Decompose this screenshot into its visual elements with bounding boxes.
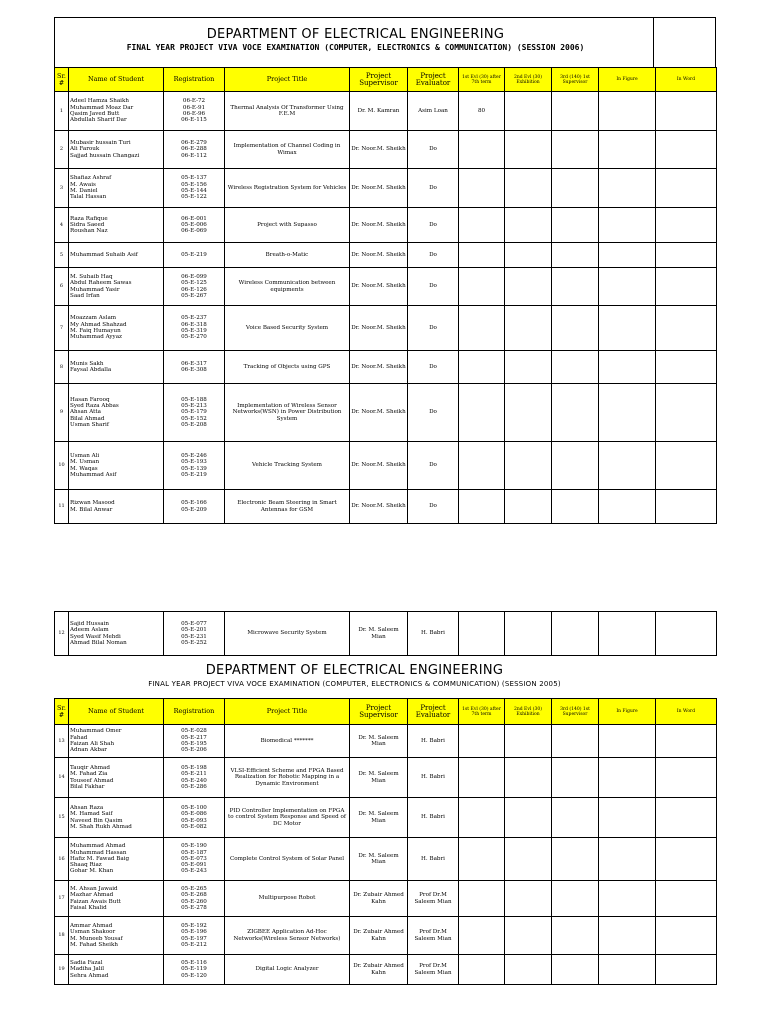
supervisor-cell: Dr. Noor.M. Sheikh <box>350 243 408 268</box>
in-figure-cell <box>599 917 656 955</box>
evaluator-cell: H. Babri <box>408 725 459 758</box>
col-evaluator: Project Evaluator <box>408 68 459 92</box>
registration-cell: 05-E-188 05-E-213 05-E-179 05-E-152 05-E-208 <box>164 384 225 442</box>
sr-cell: 1 <box>55 92 69 131</box>
student-names-cell: Shafiaz Ashraf M. Awais M. Daniel Talal Hassan <box>69 169 164 208</box>
supervisor-cell: Dr. Zubair Ahmed Kahn <box>350 917 408 955</box>
header-row <box>55 68 717 92</box>
supervisor-cell: Dr. M. Kamran <box>350 92 408 131</box>
in-figure-cell <box>599 758 656 798</box>
in-word-cell <box>656 384 717 442</box>
student-names-cell: Raza Rafique Sidra Saeed Roushan Naz <box>69 208 164 243</box>
col-in-figure: In Figure <box>599 699 656 725</box>
eval2-marks-cell <box>505 351 552 384</box>
eval3-marks-cell <box>552 490 599 524</box>
in-figure-cell <box>599 243 656 268</box>
eval3-marks-cell <box>552 243 599 268</box>
student-names-cell: Adeel Hamza Shaikh Muhammad Moaz Dar Qasim Javed Butt Abdullah Sharif Dar <box>69 92 164 131</box>
sr-cell: 7 <box>55 306 69 351</box>
supervisor-cell: Dr. Noor.M. Sheikh <box>350 490 408 524</box>
title-block-2005 <box>54 660 716 698</box>
project-title-cell: Breath-o-Matic <box>225 243 350 268</box>
evaluator-cell: Do <box>408 268 459 306</box>
sr-cell: 3 <box>55 169 69 208</box>
student-names-cell: Tauqir Ahmad M. Fahad Zia Touseef Ahmad Bilal Fakhar <box>69 758 164 798</box>
eval1-marks-cell <box>459 442 505 490</box>
exam-subtitle: FINAL YEAR PROJECT VIVA VOCE EXAMINATION (COMPUTER, ELECTRONICS & COMMUNICATION) (SESSION 2006) <box>126 43 585 52</box>
student-names-cell: Moazzam Aslam My Ahmad Shahzad M. Faiq Humayun Muhammad Ayyaz <box>69 306 164 351</box>
col-eval2: 2nd Evl (30) Exhibition <box>505 68 552 92</box>
registration-cell: 05-E-100 05-E-086 05-E-093 05-E-082 <box>164 798 225 838</box>
in-word-cell <box>656 351 717 384</box>
student-names-cell: Muhammad Omer Fahad Faizan Ali Shah Adnan Akbar <box>69 725 164 758</box>
supervisor-cell: Dr. M. Saleem Mian <box>350 758 408 798</box>
sr-cell: 16 <box>55 838 69 881</box>
supervisor-cell: Dr. Noor.M. Sheikh <box>350 306 408 351</box>
student-names-cell: M. Suhaib Haq Abdul Raheem Sawas Muhammad Yasir Saad Irfan <box>69 268 164 306</box>
in-word-cell <box>656 798 717 838</box>
project-title-cell: ZIGBEE Application Ad-Hoc Networks(Wireless Sensor Networks) <box>225 917 350 955</box>
registration-cell: 05-E-137 05-E-156 05-E-144 05-E-122 <box>164 169 225 208</box>
eval1-marks-cell <box>459 798 505 838</box>
col-sr: Sr. # <box>55 68 69 92</box>
table-row <box>55 490 717 524</box>
in-word-cell <box>656 725 717 758</box>
eval1-marks-cell <box>459 490 505 524</box>
eval3-marks-cell <box>552 208 599 243</box>
project-title-cell: Implementation of Wireless Sensor Networks(WSN) in Power Distribution System <box>225 384 350 442</box>
registration-cell: 05-E-219 <box>164 243 225 268</box>
registration-cell: 05-E-116 05-E-119 05-E-120 <box>164 955 225 985</box>
table-row <box>55 917 717 955</box>
eval2-marks-cell <box>505 881 552 917</box>
eval2-marks-cell <box>505 208 552 243</box>
table-row <box>55 306 717 351</box>
registration-cell: 06-E-099 05-E-125 06-E-126 05-E-267 <box>164 268 225 306</box>
eval2-marks-cell <box>505 131 552 169</box>
evaluator-cell: H. Babri <box>408 838 459 881</box>
eval2-marks-cell <box>505 169 552 208</box>
results-table-2006 <box>54 67 717 524</box>
in-word-cell <box>656 612 717 656</box>
supervisor-cell: Dr. Noor.M. Sheikh <box>350 384 408 442</box>
eval3-marks-cell <box>552 351 599 384</box>
project-title-cell: Project with Supasso <box>225 208 350 243</box>
eval1-marks-cell <box>459 351 505 384</box>
eval3-marks-cell <box>552 169 599 208</box>
student-names-cell: M. Ahsan Jawaid Mazhar Ahmad Faizan Awais Butt Faisal Khalid <box>69 881 164 917</box>
evaluator-cell: Prof Dr.M Saleem Mian <box>408 917 459 955</box>
table-row <box>55 612 717 656</box>
col-eval1: 1st Evl (30) after 7th term <box>459 68 505 92</box>
student-names-cell: Muhammad Ahmad Muhammad Hassan Hafiz M. Fawad Baig Shaaq Riaz Gohar M. Khan <box>69 838 164 881</box>
supervisor-cell: Dr. M. Saleem Mian <box>350 612 408 656</box>
registration-cell: 06-E-72 06-E-91 06-E-96 06-E-115 <box>164 92 225 131</box>
col-supervisor: Project Supervisor <box>350 699 408 725</box>
sr-cell: 17 <box>55 881 69 917</box>
in-figure-cell <box>599 881 656 917</box>
in-word-cell <box>656 917 717 955</box>
in-figure-cell <box>599 169 656 208</box>
sr-cell: 5 <box>55 243 69 268</box>
results-table-continuation <box>54 611 717 656</box>
student-names-cell: Ahsan Raza M. Hamad Saif Naveed Bin Qasim M. Shah Rukh Ahmad <box>69 798 164 838</box>
col-eval3: 3rd (140) 1st Supervisor <box>552 699 599 725</box>
registration-cell: 06-E-001 05-E-006 06-E-069 <box>164 208 225 243</box>
project-title-cell: Wireless Registration System for Vehicles <box>225 169 350 208</box>
supervisor-cell: Dr. Noor.M. Sheikh <box>350 169 408 208</box>
registration-cell: 05-E-265 05-E-268 05-E-260 05-E-278 <box>164 881 225 917</box>
evaluator-cell: Do <box>408 490 459 524</box>
supervisor-cell: Dr. M. Saleem Mian <box>350 798 408 838</box>
table-row <box>55 758 717 798</box>
col-names: Name of Student <box>69 699 164 725</box>
project-title-cell: Thermal Analysis Of Transformer Using F.E.M <box>225 92 350 131</box>
registration-cell: 05-E-246 05-E-193 05-E-139 05-E-219 <box>164 442 225 490</box>
evaluator-cell: H. Babri <box>408 798 459 838</box>
in-figure-cell <box>599 384 656 442</box>
student-names-cell: Ammar Ahmad Usman Shakoor M. Muneeb Yousaf M. Fahad Sheikh <box>69 917 164 955</box>
table-row <box>55 881 717 917</box>
evaluator-cell: H. Babri <box>408 758 459 798</box>
evaluator-cell: Prof Dr.M Saleem Mian <box>408 955 459 985</box>
eval1-marks-cell <box>459 917 505 955</box>
col-eval1: 1st Evl (30) after 7th term <box>459 699 505 725</box>
col-in-figure: In Figure <box>599 68 656 92</box>
in-figure-cell <box>599 442 656 490</box>
in-word-cell <box>656 306 717 351</box>
student-names-cell: Mubasir hussain Turi Ali Farouk Sajjad hussain Changazi <box>69 131 164 169</box>
in-figure-cell <box>599 955 656 985</box>
eval1-marks-cell <box>459 758 505 798</box>
table-row <box>55 208 717 243</box>
in-figure-cell <box>599 131 656 169</box>
project-title-cell: VLSI-Efficient Scheme and FPGA Based Realization for Robotic Mapping in a Dynamic Environment <box>225 758 350 798</box>
eval2-marks-cell <box>505 612 552 656</box>
eval3-marks-cell <box>552 917 599 955</box>
in-word-cell <box>656 881 717 917</box>
table-row <box>55 92 717 131</box>
in-figure-cell <box>599 838 656 881</box>
project-title-cell: Biomedical ******* <box>225 725 350 758</box>
in-word-cell <box>656 169 717 208</box>
in-word-cell <box>656 758 717 798</box>
in-word-cell <box>656 442 717 490</box>
eval3-marks-cell <box>552 306 599 351</box>
eval1-marks-cell <box>459 881 505 917</box>
col-sr: Sr. # <box>55 699 69 725</box>
in-figure-cell <box>599 306 656 351</box>
registration-cell: 05-E-190 05-E-187 05-E-073 05-E-091 05-E-243 <box>164 838 225 881</box>
sr-cell: 9 <box>55 384 69 442</box>
evaluator-cell: Asim Loan <box>408 92 459 131</box>
student-names-cell: Sadia Fazal Madiha Jalil Sehra Ahmad <box>69 955 164 985</box>
student-names-cell: Sajid Hussain Adeem Aslam Syed Wasif Mehdi Ahmad Bilal Noman <box>69 612 164 656</box>
project-title-cell: PID Controller Implementation on FPGA to control System Response and Speed of DC Motor <box>225 798 350 838</box>
eval3-marks-cell <box>552 798 599 838</box>
eval1-marks-cell <box>459 208 505 243</box>
table-row <box>55 442 717 490</box>
eval1-marks-cell <box>459 384 505 442</box>
exam-subtitle-2: FINAL YEAR PROJECT VIVA VOCE EXAMINATION (COMPUTER, ELECTRONICS & COMMUNICATION) (SESSION 2005) <box>148 680 561 688</box>
sr-cell: 15 <box>55 798 69 838</box>
supervisor-cell: Dr. Zubair Ahmed Kahn <box>350 881 408 917</box>
student-names-cell: Munis Sakh Faysal Abdalla <box>69 351 164 384</box>
eval3-marks-cell <box>552 442 599 490</box>
eval2-marks-cell <box>505 268 552 306</box>
project-title-cell: Complete Control System of Solar Panel <box>225 838 350 881</box>
table-row <box>55 384 717 442</box>
eval3-marks-cell <box>552 838 599 881</box>
evaluator-cell: Do <box>408 384 459 442</box>
evaluator-cell: Do <box>408 442 459 490</box>
eval2-marks-cell <box>505 798 552 838</box>
in-word-cell <box>656 131 717 169</box>
table-row <box>55 169 717 208</box>
in-figure-cell <box>599 268 656 306</box>
sr-cell: 10 <box>55 442 69 490</box>
table-row <box>55 838 717 881</box>
eval1-marks-cell <box>459 612 505 656</box>
project-title-cell: Vehicle Tracking System <box>225 442 350 490</box>
eval2-marks-cell <box>505 758 552 798</box>
student-names-cell: Muhammad Suhaib Asif <box>69 243 164 268</box>
eval2-marks-cell <box>505 243 552 268</box>
table-row <box>55 131 717 169</box>
col-in-word: In Word <box>656 68 717 92</box>
eval1-marks-cell <box>459 268 505 306</box>
evaluator-cell: Do <box>408 208 459 243</box>
in-word-cell <box>656 208 717 243</box>
col-project-title: Project Title <box>225 699 350 725</box>
col-evaluator: Project Evaluator <box>408 699 459 725</box>
col-names: Name of Student <box>69 68 164 92</box>
supervisor-cell: Dr. Noor.M. Sheikh <box>350 268 408 306</box>
table-row <box>55 268 717 306</box>
results-table-2005 <box>54 698 717 985</box>
sr-cell: 4 <box>55 208 69 243</box>
project-title-cell: Digital Logic Analyzer <box>225 955 350 985</box>
col-eval2: 2nd Evl (30) Exhibition <box>505 699 552 725</box>
header-row-2 <box>55 699 717 725</box>
evaluator-cell: Prof Dr.M Saleem Mian <box>408 881 459 917</box>
in-figure-cell <box>599 725 656 758</box>
in-word-cell <box>656 490 717 524</box>
in-figure-cell <box>599 92 656 131</box>
eval3-marks-cell <box>552 725 599 758</box>
eval2-marks-cell <box>505 442 552 490</box>
eval2-marks-cell <box>505 917 552 955</box>
col-registration: Registration <box>164 68 225 92</box>
project-title-cell: Multipurpose Robot <box>225 881 350 917</box>
project-title-cell: Electronic Beam Steering in Smart Antennas for GSM <box>225 490 350 524</box>
col-project-title: Project Title <box>225 68 350 92</box>
in-word-cell <box>656 243 717 268</box>
registration-cell: 06-E-317 06-E-308 <box>164 351 225 384</box>
evaluator-cell: Do <box>408 169 459 208</box>
sr-cell: 2 <box>55 131 69 169</box>
eval3-marks-cell <box>552 612 599 656</box>
sr-cell: 6 <box>55 268 69 306</box>
eval3-marks-cell <box>552 384 599 442</box>
table-row <box>55 725 717 758</box>
department-title: DEPARTMENT OF ELECTRICAL ENGINEERING <box>206 27 505 42</box>
project-title-cell: Implementation of Channel Coding in Wimax <box>225 131 350 169</box>
registration-cell: 05-E-237 06-E-318 05-E-319 05-E-270 <box>164 306 225 351</box>
sr-cell: 18 <box>55 917 69 955</box>
table-row <box>55 351 717 384</box>
registration-cell: 05-E-077 05-E-201 05-E-231 05-E-252 <box>164 612 225 656</box>
in-figure-cell <box>599 208 656 243</box>
registration-cell: 05-E-192 05-E-196 05-E-197 05-E-212 <box>164 917 225 955</box>
registration-cell: 05-E-166 05-E-209 <box>164 490 225 524</box>
eval3-marks-cell <box>552 131 599 169</box>
eval1-marks-cell: 80 <box>459 92 505 131</box>
eval3-marks-cell <box>552 955 599 985</box>
evaluator-cell: H. Babri <box>408 612 459 656</box>
eval1-marks-cell <box>459 306 505 351</box>
table-row <box>55 798 717 838</box>
supervisor-cell: Dr. Noor.M. Sheikh <box>350 351 408 384</box>
evaluator-cell: Do <box>408 243 459 268</box>
registration-cell: 05-E-028 05-E-217 05-E-195 05-E-206 <box>164 725 225 758</box>
title-block-2006 <box>54 17 716 67</box>
project-title-cell: Microwave Security System <box>225 612 350 656</box>
eval2-marks-cell <box>505 92 552 131</box>
in-figure-cell <box>599 351 656 384</box>
col-supervisor: Project Supervisor <box>350 68 408 92</box>
department-title-2: DEPARTMENT OF ELECTRICAL ENGINEERING <box>205 663 504 678</box>
table-row <box>55 955 717 985</box>
student-names-cell: Rizwan Masood M. Bilal Anwar <box>69 490 164 524</box>
eval3-marks-cell <box>552 881 599 917</box>
eval1-marks-cell <box>459 725 505 758</box>
in-word-cell <box>656 92 717 131</box>
in-figure-cell <box>599 612 656 656</box>
eval3-marks-cell <box>552 758 599 798</box>
col-eval3: 3rd (140) 1st Supervisor <box>552 68 599 92</box>
sr-cell: 14 <box>55 758 69 798</box>
student-names-cell: Usman Ali M. Usman M. Waqas Muhammad Asif <box>69 442 164 490</box>
in-word-cell <box>656 955 717 985</box>
sr-cell: 11 <box>55 490 69 524</box>
in-figure-cell <box>599 798 656 838</box>
eval2-marks-cell <box>505 490 552 524</box>
in-figure-cell <box>599 490 656 524</box>
registration-cell: 06-E-279 06-E-288 06-E-112 <box>164 131 225 169</box>
evaluator-cell: Do <box>408 131 459 169</box>
supervisor-cell: Dr. M. Saleem Mian <box>350 838 408 881</box>
supervisor-cell: Dr. Noor.M. Sheikh <box>350 442 408 490</box>
eval2-marks-cell <box>505 838 552 881</box>
eval2-marks-cell <box>505 725 552 758</box>
sr-cell: 19 <box>55 955 69 985</box>
in-word-cell <box>656 268 717 306</box>
eval3-marks-cell <box>552 92 599 131</box>
sr-cell: 8 <box>55 351 69 384</box>
supervisor-cell: Dr. M. Saleem Mian <box>350 725 408 758</box>
student-names-cell: Hasan Farooq Syed Raza Abbas Ahsan Atta Bilal Ahmad Usman Sharif <box>69 384 164 442</box>
supervisor-cell: Dr. Noor.M. Sheikh <box>350 131 408 169</box>
project-title-cell: Wireless Communication between equipments <box>225 268 350 306</box>
eval1-marks-cell <box>459 243 505 268</box>
supervisor-cell: Dr. Zubair Ahmed Kahn <box>350 955 408 985</box>
in-word-cell <box>656 838 717 881</box>
eval1-marks-cell <box>459 955 505 985</box>
eval1-marks-cell <box>459 131 505 169</box>
eval3-marks-cell <box>552 268 599 306</box>
eval2-marks-cell <box>505 384 552 442</box>
col-in-word: In Word <box>656 699 717 725</box>
supervisor-cell: Dr. Noor.M. Sheikh <box>350 208 408 243</box>
eval1-marks-cell <box>459 169 505 208</box>
sr-cell: 13 <box>55 725 69 758</box>
sr-cell: 12 <box>55 612 69 656</box>
evaluator-cell: Do <box>408 306 459 351</box>
registration-cell: 05-E-198 05-E-211 05-E-240 05-E-286 <box>164 758 225 798</box>
project-title-cell: Voice Based Security System <box>225 306 350 351</box>
project-title-cell: Tracking of Objects using GPS <box>225 351 350 384</box>
col-registration: Registration <box>164 699 225 725</box>
eval2-marks-cell <box>505 306 552 351</box>
eval2-marks-cell <box>505 955 552 985</box>
evaluator-cell: Do <box>408 351 459 384</box>
table-row <box>55 243 717 268</box>
eval1-marks-cell <box>459 838 505 881</box>
